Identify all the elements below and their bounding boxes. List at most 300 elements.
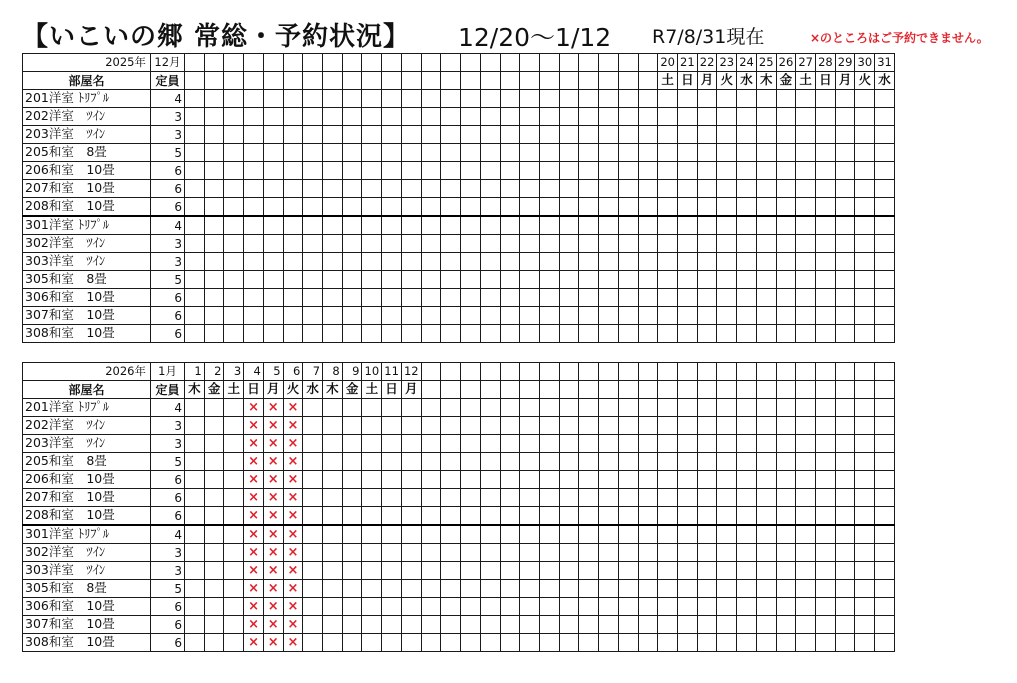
empty-cell	[855, 363, 875, 381]
availability-cell	[382, 634, 402, 652]
availability-cell	[835, 289, 855, 307]
empty-cell	[855, 598, 875, 616]
empty-cell	[697, 525, 717, 544]
header-row-weekdays	[23, 72, 895, 90]
room-row	[23, 253, 895, 271]
reserved-mark: ×	[263, 417, 283, 435]
empty-cell	[342, 235, 362, 253]
availability-cell	[362, 580, 382, 598]
empty-cell	[559, 562, 579, 580]
empty-cell	[500, 162, 520, 180]
empty-cell	[283, 253, 303, 271]
empty-cell	[638, 399, 658, 417]
availability-cell	[816, 180, 836, 198]
reserved-mark: ×	[263, 634, 283, 652]
empty-cell	[875, 525, 895, 544]
empty-cell	[224, 235, 244, 253]
empty-cell	[421, 325, 441, 343]
availability-cell	[362, 417, 382, 435]
empty-cell	[461, 417, 481, 435]
empty-cell	[480, 253, 500, 271]
empty-cell	[638, 598, 658, 616]
availability-cell	[185, 453, 205, 471]
empty-cell	[520, 562, 540, 580]
empty-cell	[362, 289, 382, 307]
empty-cell	[875, 471, 895, 489]
empty-cell	[323, 108, 343, 126]
empty-cell	[520, 307, 540, 325]
empty-cell	[480, 289, 500, 307]
empty-cell	[658, 453, 678, 471]
availability-cell	[677, 216, 697, 235]
empty-cell	[382, 72, 402, 90]
empty-cell	[618, 325, 638, 343]
availability-cell	[185, 525, 205, 544]
room-name: 305和室 8畳	[23, 271, 151, 289]
empty-cell	[579, 72, 599, 90]
empty-cell	[539, 90, 559, 108]
empty-cell	[441, 435, 461, 453]
empty-cell	[421, 289, 441, 307]
empty-cell	[421, 198, 441, 217]
weekday-label: 日	[244, 381, 264, 399]
empty-cell	[401, 235, 421, 253]
empty-cell	[500, 580, 520, 598]
availability-cell	[303, 417, 323, 435]
empty-cell	[401, 108, 421, 126]
empty-cell	[618, 471, 638, 489]
empty-cell	[342, 144, 362, 162]
availability-cell	[224, 598, 244, 616]
availability-cell	[756, 307, 776, 325]
room-capacity: 3	[151, 108, 185, 126]
availability-cell	[204, 435, 224, 453]
reserved-mark: ×	[244, 435, 264, 453]
empty-cell	[342, 126, 362, 144]
empty-cell	[638, 562, 658, 580]
empty-cell	[559, 363, 579, 381]
empty-cell	[441, 108, 461, 126]
availability-cell	[855, 90, 875, 108]
empty-cell	[520, 453, 540, 471]
empty-cell	[737, 489, 757, 507]
empty-cell	[697, 489, 717, 507]
day-number: 3	[224, 363, 244, 381]
availability-cell	[303, 525, 323, 544]
empty-cell	[520, 435, 540, 453]
empty-cell	[816, 598, 836, 616]
availability-cell	[658, 162, 678, 180]
empty-cell	[480, 216, 500, 235]
empty-cell	[717, 580, 737, 598]
empty-cell	[382, 144, 402, 162]
reserved-mark: ×	[263, 399, 283, 417]
room-name: 306和室 10畳	[23, 289, 151, 307]
availability-cell	[816, 271, 836, 289]
room-capacity: 3	[151, 126, 185, 144]
availability-cell	[875, 271, 895, 289]
reserved-mark: ×	[283, 453, 303, 471]
empty-cell	[618, 90, 638, 108]
empty-cell	[539, 162, 559, 180]
reserved-mark: ×	[244, 417, 264, 435]
availability-cell	[204, 399, 224, 417]
availability-cell	[224, 507, 244, 526]
empty-cell	[283, 307, 303, 325]
availability-cell	[776, 144, 796, 162]
empty-cell	[382, 216, 402, 235]
empty-cell	[816, 489, 836, 507]
availability-cell	[717, 216, 737, 235]
availability-cell	[382, 507, 402, 526]
empty-cell	[401, 271, 421, 289]
availability-cell	[816, 235, 836, 253]
availability-cell	[401, 417, 421, 435]
empty-cell	[776, 544, 796, 562]
empty-cell	[244, 325, 264, 343]
empty-cell	[185, 108, 205, 126]
room-capacity: 3	[151, 235, 185, 253]
availability-cell	[737, 253, 757, 271]
empty-cell	[756, 580, 776, 598]
empty-cell	[283, 271, 303, 289]
empty-cell	[500, 435, 520, 453]
empty-cell	[441, 289, 461, 307]
availability-cell	[362, 471, 382, 489]
empty-cell	[185, 307, 205, 325]
empty-cell	[875, 580, 895, 598]
availability-cell	[323, 598, 343, 616]
empty-cell	[559, 126, 579, 144]
reserved-mark: ×	[244, 580, 264, 598]
empty-cell	[697, 544, 717, 562]
empty-cell	[421, 90, 441, 108]
availability-cell	[697, 144, 717, 162]
availability-cell	[737, 144, 757, 162]
reserved-mark: ×	[283, 435, 303, 453]
day-number: 10	[362, 363, 382, 381]
empty-cell	[658, 634, 678, 652]
empty-cell	[500, 471, 520, 489]
empty-cell	[303, 180, 323, 198]
empty-cell	[461, 562, 481, 580]
empty-cell	[263, 325, 283, 343]
empty-cell	[855, 453, 875, 471]
empty-cell	[500, 72, 520, 90]
availability-cell	[855, 108, 875, 126]
empty-cell	[737, 507, 757, 526]
availability-cell	[303, 544, 323, 562]
empty-cell	[579, 162, 599, 180]
empty-cell	[599, 562, 619, 580]
date-range: 12/20～1/12	[458, 23, 612, 52]
empty-cell	[401, 307, 421, 325]
empty-cell	[599, 72, 619, 90]
availability-cell	[401, 435, 421, 453]
empty-cell	[618, 562, 638, 580]
empty-cell	[717, 544, 737, 562]
empty-cell	[539, 580, 559, 598]
availability-cell	[323, 453, 343, 471]
empty-cell	[618, 525, 638, 544]
empty-cell	[401, 253, 421, 271]
empty-cell	[520, 580, 540, 598]
empty-cell	[638, 108, 658, 126]
availability-cell	[717, 144, 737, 162]
empty-cell	[579, 271, 599, 289]
room-row	[23, 126, 895, 144]
empty-cell	[500, 325, 520, 343]
availability-cell	[737, 271, 757, 289]
availability-cell	[875, 253, 895, 271]
empty-cell	[461, 180, 481, 198]
availability-cell	[697, 253, 717, 271]
empty-cell	[441, 253, 461, 271]
empty-cell	[539, 180, 559, 198]
empty-cell	[185, 126, 205, 144]
empty-cell	[796, 363, 816, 381]
empty-cell	[855, 580, 875, 598]
availability-cell	[224, 417, 244, 435]
empty-cell	[579, 289, 599, 307]
availability-cell	[204, 417, 224, 435]
empty-cell	[421, 144, 441, 162]
availability-cell	[816, 144, 836, 162]
as-of-date: R7/8/31現在	[652, 26, 765, 48]
availability-cell	[737, 307, 757, 325]
room-row	[23, 144, 895, 162]
empty-cell	[323, 216, 343, 235]
empty-cell	[224, 54, 244, 72]
empty-cell	[342, 216, 362, 235]
availability-cell	[855, 198, 875, 217]
empty-cell	[224, 90, 244, 108]
empty-cell	[362, 271, 382, 289]
empty-cell	[638, 435, 658, 453]
availability-cell	[658, 126, 678, 144]
empty-cell	[776, 616, 796, 634]
empty-cell	[776, 381, 796, 399]
empty-cell	[638, 235, 658, 253]
availability-cell	[776, 198, 796, 217]
weekday-label: 木	[323, 381, 343, 399]
empty-cell	[382, 198, 402, 217]
empty-cell	[618, 162, 638, 180]
empty-cell	[401, 180, 421, 198]
empty-cell	[342, 108, 362, 126]
empty-cell	[323, 90, 343, 108]
empty-cell	[244, 289, 264, 307]
empty-cell	[500, 216, 520, 235]
room-row	[23, 471, 895, 489]
availability-cell	[717, 90, 737, 108]
empty-cell	[500, 144, 520, 162]
availability-cell	[855, 271, 875, 289]
empty-cell	[756, 363, 776, 381]
room-name: 205和室 8畳	[23, 144, 151, 162]
empty-cell	[599, 544, 619, 562]
room-capacity: 6	[151, 289, 185, 307]
empty-cell	[618, 126, 638, 144]
empty-cell	[638, 363, 658, 381]
empty-cell	[618, 507, 638, 526]
empty-cell	[618, 216, 638, 235]
empty-cell	[500, 634, 520, 652]
empty-cell	[638, 90, 658, 108]
reserved-mark: ×	[263, 453, 283, 471]
empty-cell	[401, 72, 421, 90]
empty-cell	[441, 544, 461, 562]
empty-cell	[816, 399, 836, 417]
empty-cell	[717, 598, 737, 616]
empty-cell	[539, 544, 559, 562]
empty-cell	[875, 544, 895, 562]
empty-cell	[480, 271, 500, 289]
availability-cell	[717, 108, 737, 126]
availability-cell	[816, 289, 836, 307]
empty-cell	[697, 363, 717, 381]
empty-cell	[283, 54, 303, 72]
room-capacity: 6	[151, 507, 185, 526]
room-capacity: 3	[151, 544, 185, 562]
empty-cell	[342, 271, 362, 289]
empty-cell	[185, 235, 205, 253]
availability-cell	[382, 598, 402, 616]
empty-cell	[579, 144, 599, 162]
reserved-mark: ×	[244, 544, 264, 562]
room-capacity: 3	[151, 253, 185, 271]
empty-cell	[421, 399, 441, 417]
empty-cell	[677, 616, 697, 634]
empty-cell	[677, 562, 697, 580]
room-row	[23, 198, 895, 217]
availability-cell	[776, 180, 796, 198]
reserved-mark: ×	[283, 616, 303, 634]
availability-cell	[816, 216, 836, 235]
availability-cell	[835, 162, 855, 180]
empty-cell	[835, 489, 855, 507]
availability-cell	[835, 235, 855, 253]
weekday-label: 日	[382, 381, 402, 399]
weekday-label: 金	[342, 381, 362, 399]
empty-cell	[776, 598, 796, 616]
empty-cell	[539, 634, 559, 652]
empty-cell	[461, 399, 481, 417]
availability-cell	[677, 108, 697, 126]
empty-cell	[618, 289, 638, 307]
empty-cell	[480, 453, 500, 471]
availability-cell	[776, 289, 796, 307]
empty-cell	[816, 580, 836, 598]
availability-cell	[796, 198, 816, 217]
availability-cell	[303, 435, 323, 453]
empty-cell	[579, 253, 599, 271]
availability-cell	[658, 325, 678, 343]
empty-cell	[658, 417, 678, 435]
availability-cell	[875, 235, 895, 253]
availability-cell	[717, 325, 737, 343]
empty-cell	[204, 72, 224, 90]
empty-cell	[579, 307, 599, 325]
empty-cell	[421, 307, 441, 325]
room-capacity: 5	[151, 271, 185, 289]
availability-cell	[835, 144, 855, 162]
availability-cell	[875, 126, 895, 144]
availability-cell	[875, 90, 895, 108]
empty-cell	[520, 634, 540, 652]
availability-cell	[342, 471, 362, 489]
empty-cell	[461, 598, 481, 616]
empty-cell	[638, 507, 658, 526]
availability-cell	[697, 90, 717, 108]
room-capacity: 5	[151, 453, 185, 471]
empty-cell	[342, 162, 362, 180]
availability-cell	[204, 562, 224, 580]
availability-cell	[875, 198, 895, 217]
empty-cell	[816, 616, 836, 634]
availability-cell	[677, 235, 697, 253]
empty-cell	[500, 108, 520, 126]
empty-cell	[520, 489, 540, 507]
empty-cell	[480, 198, 500, 217]
availability-cell	[776, 235, 796, 253]
empty-cell	[559, 144, 579, 162]
empty-cell	[441, 471, 461, 489]
day-number: 25	[756, 54, 776, 72]
empty-cell	[500, 271, 520, 289]
empty-cell	[441, 271, 461, 289]
empty-cell	[401, 162, 421, 180]
empty-cell	[421, 634, 441, 652]
empty-cell	[855, 544, 875, 562]
room-row	[23, 108, 895, 126]
empty-cell	[480, 72, 500, 90]
availability-cell	[362, 453, 382, 471]
empty-cell	[480, 544, 500, 562]
weekday-label: 火	[283, 381, 303, 399]
empty-cell	[618, 616, 638, 634]
empty-cell	[500, 562, 520, 580]
availability-cell	[185, 562, 205, 580]
empty-cell	[441, 598, 461, 616]
empty-cell	[461, 307, 481, 325]
room-capacity: 6	[151, 180, 185, 198]
reserved-mark: ×	[283, 507, 303, 526]
empty-cell	[875, 417, 895, 435]
availability-cell	[717, 289, 737, 307]
empty-cell	[717, 381, 737, 399]
empty-cell	[835, 471, 855, 489]
empty-cell	[618, 435, 638, 453]
empty-cell	[539, 253, 559, 271]
empty-cell	[283, 162, 303, 180]
room-capacity: 4	[151, 399, 185, 417]
empty-cell	[520, 616, 540, 634]
empty-cell	[480, 108, 500, 126]
empty-cell	[658, 598, 678, 616]
room-name: 302洋室 ﾂｲﾝ	[23, 544, 151, 562]
empty-cell	[756, 381, 776, 399]
weekday-label: 水	[737, 72, 757, 90]
room-name: 206和室 10畳	[23, 471, 151, 489]
empty-cell	[539, 616, 559, 634]
availability-cell	[737, 180, 757, 198]
availability-cell	[697, 198, 717, 217]
empty-cell	[362, 180, 382, 198]
empty-cell	[342, 90, 362, 108]
room-name: 302洋室 ﾂｲﾝ	[23, 235, 151, 253]
weekday-label: 土	[362, 381, 382, 399]
